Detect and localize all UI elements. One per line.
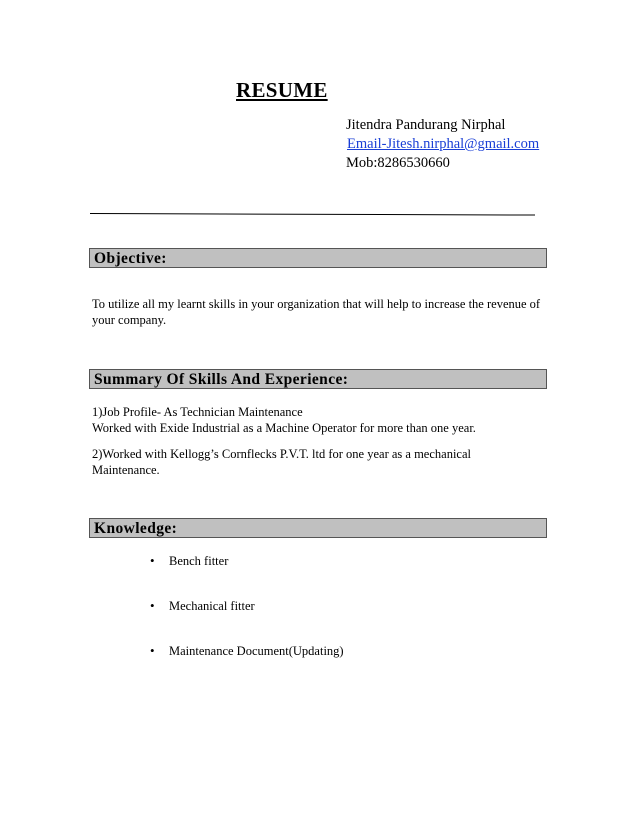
skills-item-2-line-1: 2)Worked with Kellogg’s Cornflecks P.V.T. ltd for one year as a mechanical bbox=[92, 447, 471, 461]
mobile-number: Mob:8286530660 bbox=[346, 155, 450, 171]
list-item bbox=[150, 643, 344, 688]
knowledge-heading: Knowledge: bbox=[89, 518, 547, 538]
knowledge-item-label: Bench fitter bbox=[169, 554, 229, 568]
bullet-icon: • bbox=[150, 643, 155, 658]
candidate-name: Jitendra Pandurang Nirphal bbox=[346, 117, 506, 133]
skills-item-1-line-1: 1)Job Profile- As Technician Maintenance bbox=[92, 405, 303, 419]
knowledge-item-label: Mechanical fitter bbox=[169, 599, 255, 613]
header-divider bbox=[90, 213, 535, 216]
resume-title: RESUME bbox=[236, 78, 328, 102]
skills-item-2-line-2: Maintenance. bbox=[92, 463, 160, 477]
bullet-icon: • bbox=[150, 598, 155, 613]
email-link[interactable]: Email-Jitesh.nirphal@gmail.com bbox=[347, 136, 540, 152]
knowledge-list bbox=[150, 553, 344, 688]
objective-text: To utilize all my learnt skills in your organization that will help to increase the revenue of your company. bbox=[92, 297, 541, 327]
skills-item-1-line-2: Worked with Exide Industrial as a Machine Operator for more than one year. bbox=[92, 421, 476, 435]
skills-item-2 bbox=[92, 446, 552, 478]
skills-item-1 bbox=[92, 404, 552, 436]
contact-block bbox=[346, 116, 539, 173]
bullet-icon: • bbox=[150, 553, 155, 568]
objective-heading: Objective: bbox=[89, 248, 547, 268]
knowledge-item-label: Maintenance Document(Updating) bbox=[169, 644, 344, 658]
skills-heading: Summary Of Skills And Experience: bbox=[89, 369, 547, 389]
list-item bbox=[150, 553, 344, 598]
list-item bbox=[150, 598, 344, 643]
